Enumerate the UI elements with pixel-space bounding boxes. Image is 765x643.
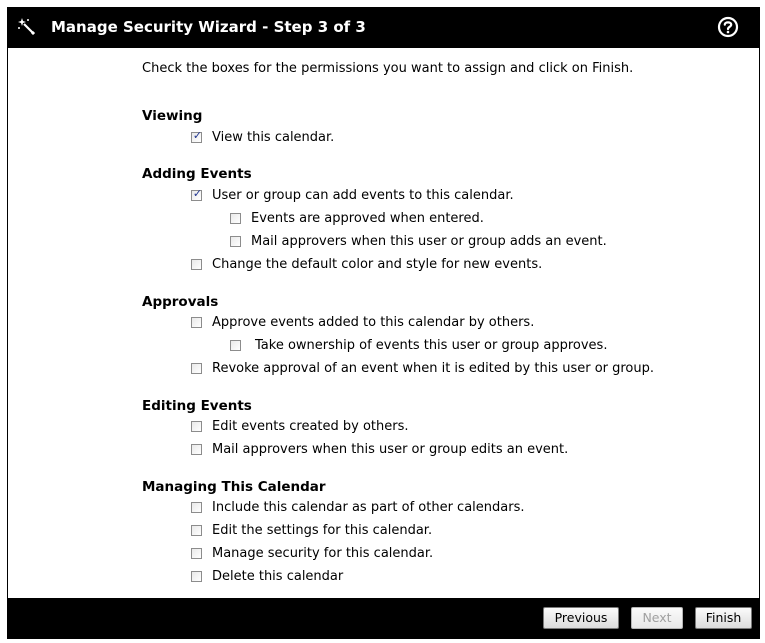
magic-wand-icon — [17, 17, 37, 37]
button-bar — [8, 598, 759, 638]
option-label: Mail approvers when this user or group edits an event. — [212, 442, 569, 457]
checkbox[interactable] — [191, 363, 202, 374]
option-label: Change the default color and style for new events. — [212, 257, 543, 272]
option-label: Edit events created by others. — [212, 419, 409, 434]
checkbox[interactable] — [191, 548, 202, 559]
title-bar — [8, 8, 759, 48]
option-label: Events are approved when entered. — [251, 211, 484, 226]
option-label: Include this calendar as part of other calendars. — [212, 500, 525, 515]
option-label: View this calendar. — [212, 130, 335, 145]
section-title-viewing: Viewing — [142, 108, 203, 124]
section-title-approvals: Approvals — [142, 294, 219, 310]
checkbox[interactable] — [230, 213, 241, 224]
checkbox[interactable] — [191, 259, 202, 270]
option-label: Edit the settings for this calendar. — [212, 523, 433, 538]
option-label: Mail approvers when this user or group adds an event. — [251, 234, 607, 249]
option-label: Take ownership of events this user or group approves. — [255, 338, 608, 353]
section-title-adding-events: Adding Events — [142, 166, 252, 182]
option-label: Delete this calendar — [212, 569, 344, 584]
next-button[interactable]: Next — [631, 607, 683, 629]
help-icon[interactable] — [717, 16, 739, 38]
section-title-managing-calendar: Managing This Calendar — [142, 479, 326, 495]
wizard-dialog — [7, 7, 760, 639]
dialog-title: Manage Security Wizard - Step 3 of 3 — [51, 18, 366, 36]
option-label: Approve events added to this calendar by others. — [212, 315, 535, 330]
checkbox[interactable] — [191, 444, 202, 455]
instructions-text: Check the boxes for the permissions you want to assign and click on Finish. — [142, 61, 634, 76]
checkbox[interactable] — [191, 317, 202, 328]
previous-button[interactable]: Previous — [543, 607, 619, 629]
wizard-content — [8, 48, 759, 599]
checkbox[interactable] — [230, 236, 241, 247]
option-label: Revoke approval of an event when it is edited by this user or group. — [212, 361, 655, 376]
option-label: User or group can add events to this calendar. — [212, 188, 514, 203]
checkbox[interactable] — [191, 421, 202, 432]
checkbox[interactable] — [191, 502, 202, 513]
checkbox[interactable] — [191, 525, 202, 536]
checkbox[interactable] — [191, 571, 202, 582]
checkbox[interactable]: ✓ — [192, 129, 203, 142]
section-title-editing-events: Editing Events — [142, 398, 252, 414]
checkbox[interactable] — [230, 340, 241, 351]
option-label: Manage security for this calendar. — [212, 546, 434, 561]
checkbox[interactable]: ✓ — [192, 187, 203, 200]
finish-button[interactable]: Finish — [695, 607, 752, 629]
